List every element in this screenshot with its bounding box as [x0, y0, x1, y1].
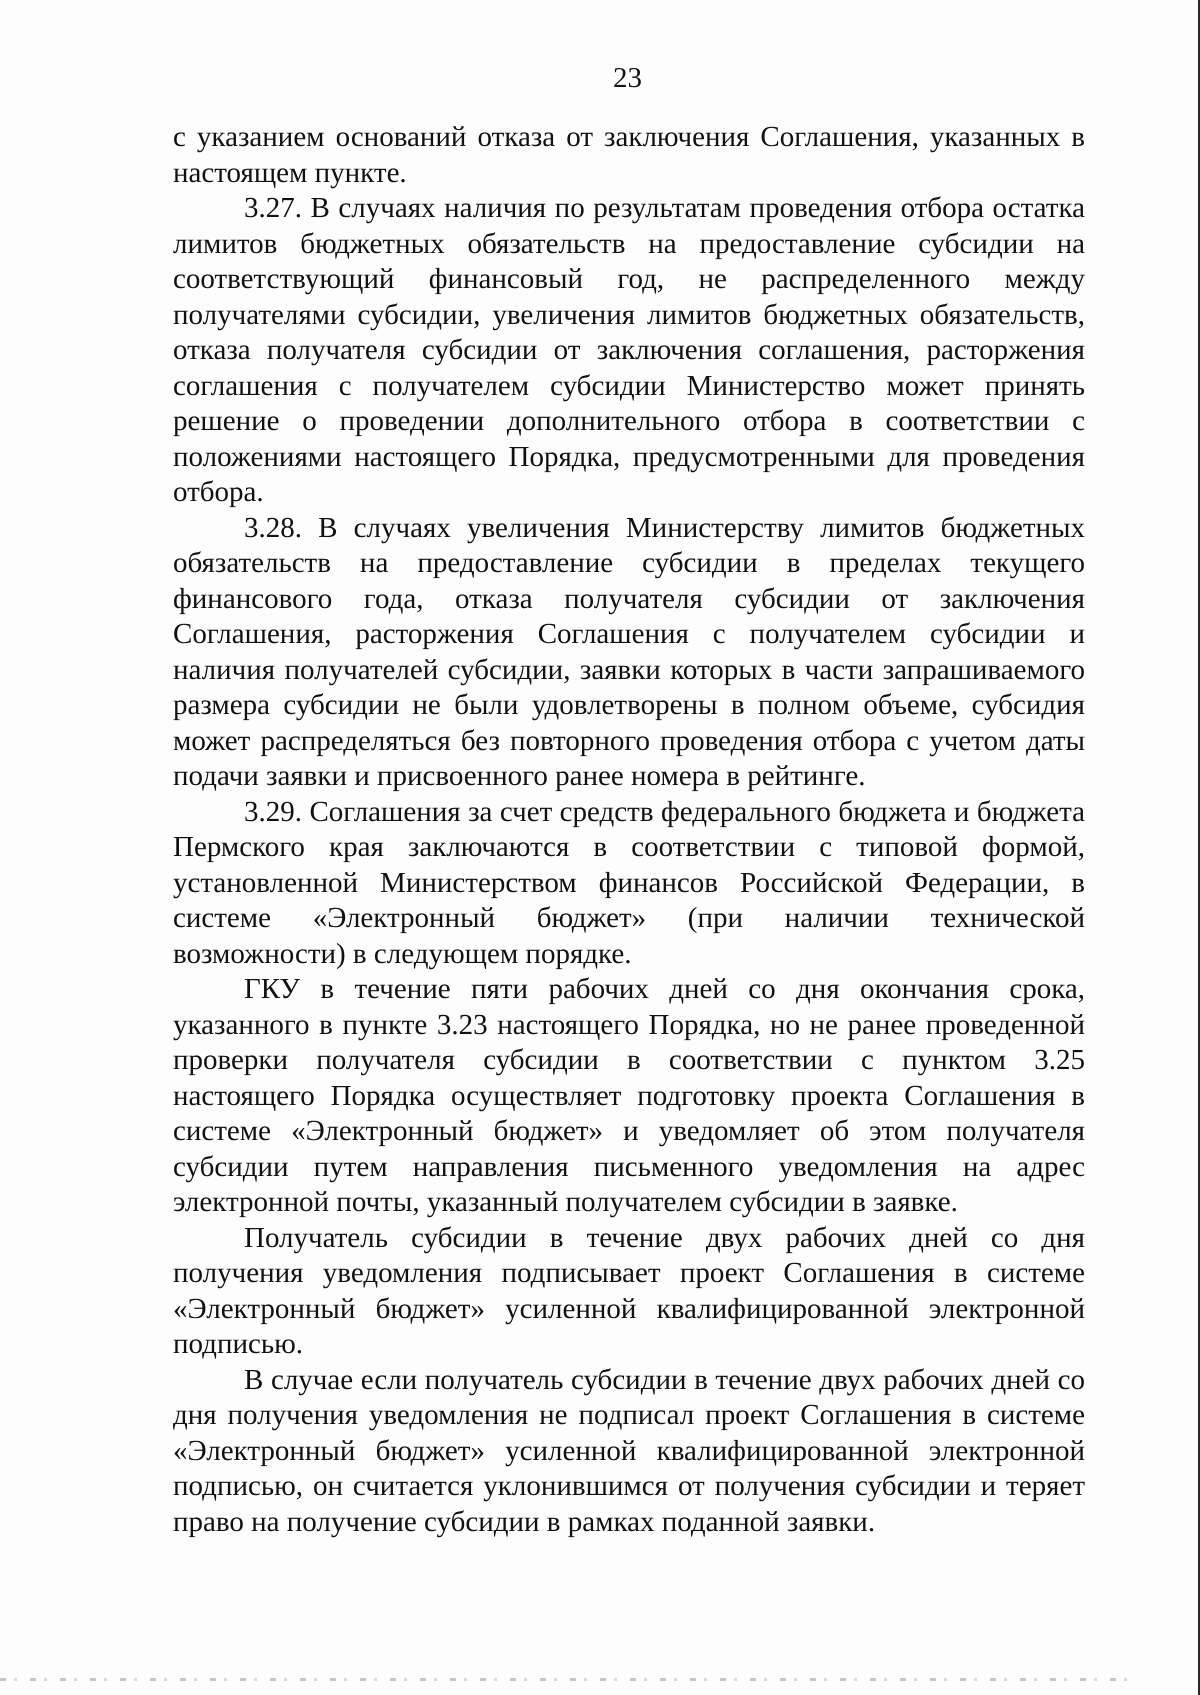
paragraph-recipient-signing: Получатель субсидии в течение двух рабочих дней со дня получения уведомления подписывает проект Соглашения в системе «Электронный бюджет» усиленной квалифицированной электронной подписью.	[173, 1221, 1085, 1360]
paragraph-gku-procedure: ГКУ в течение пяти рабочих дней со дня окончания срока, указанного в пункте 3.23 настоящего Порядка, но не ранее проведенной проверки получателя субсидии в соответствии с пунктом 3.25 настоящего Порядка осуществляет подготовку проекта Соглашения в системе «Электронный бюджет» и уведомляет об этом получателя субсидии путем направления письменного уведомления на адрес электронной почты, указанный получателем субсидии в заявке.	[173, 973, 1085, 1218]
document-body	[173, 120, 1085, 1540]
page-number: 23	[613, 62, 642, 94]
paragraph-3-29: 3.29. Соглашения за счет средств федерального бюджета и бюджета Пермского края заключаются в соответствии с типовой формой, установленной Министерством финансов Российской Федерации, в системе «Электронный бюджет» (при наличии технической возможности) в следующем порядке.	[173, 795, 1085, 970]
paragraph-continuation: с указанием оснований отказа от заключения Соглашения, указанных в настоящем пункте.	[173, 121, 1085, 189]
paragraph-signing-failure: В случае если получатель субсидии в течение двух рабочих дней со дня получения уведомления не подписал проект Соглашения в системе «Электронный бюджет» усиленной квалифицированной электронной подписью, он считается уклонившимся от получения субсидии и теряет право на получение субсидии в рамках поданной заявки.	[173, 1363, 1085, 1538]
paragraph-3-28: 3.28. В случаях увеличения Министерству лимитов бюджетных обязательств на предоставление субсидии в пределах текущего финансового года, отказа получателя субсидии от заключения Соглашения, расторжения Соглашения с получателем субсидии и наличия получателей субсидии, заявки которых в части запрашиваемого размера субсидии не были удовлетворены в полном объеме, субсидия может распределяться без повторного проведения отбора с учетом даты подачи заявки и присвоенного ранее номера в рейтинге.	[173, 511, 1085, 792]
paragraph-3-27: 3.27. В случаях наличия по результатам проведения отбора остатка лимитов бюджетных обязательств на предоставление субсидии на соответствующий финансовый год, не распределенного между получателями субсидии, увеличения лимитов бюджетных обязательств, отказа получателя субсидии от заключения соглашения, расторжения соглашения с получателем субсидии Министерство может принять решение о проведении дополнительного отбора в соответствии с положениями настоящего Порядка, предусмотренными для проведения отбора.	[173, 192, 1085, 508]
scan-edge-artifact	[0, 1678, 1140, 1681]
